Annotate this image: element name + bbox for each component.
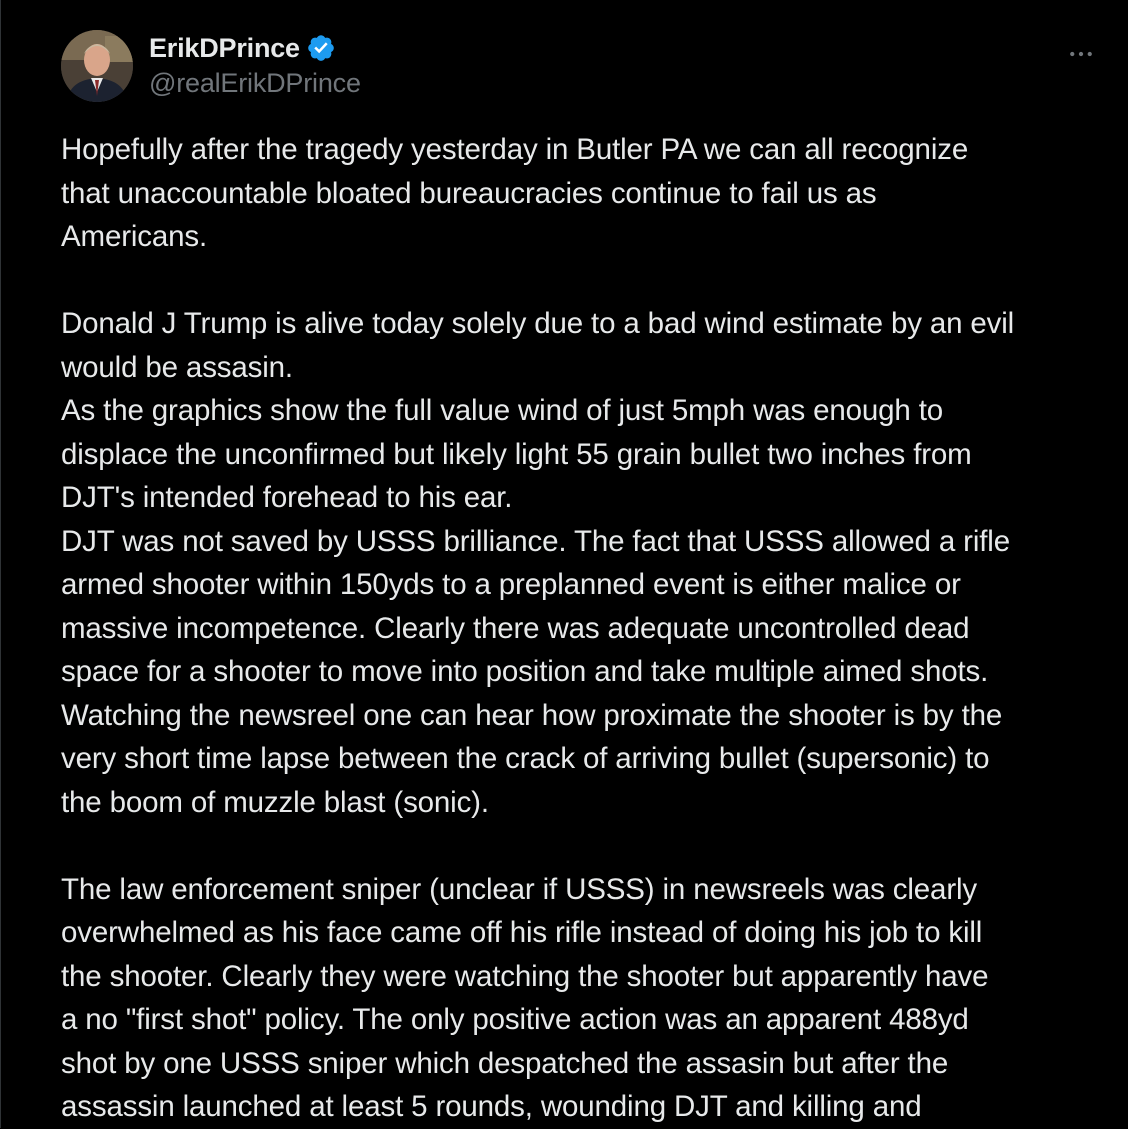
more-options-button[interactable] [1061, 34, 1101, 74]
tweet-text-line: The law enforcement sniper (unclear if USSS) in newsreels was clearly [61, 872, 977, 906]
display-name-row [149, 30, 361, 66]
tweet-text-line: As the graphics show the full value wind of just 5mph was enough to [61, 394, 944, 427]
more-horizontal-icon [1066, 39, 1096, 69]
tweet-text-line: overwhelmed as his face came off his rifle instead of doing his job to kill [61, 916, 983, 949]
tweet-text-line: Hopefully after the tragedy yesterday in Butler PA we can all recognize [61, 133, 969, 166]
tweet-text-line: shot by one USSS sniper which despatched the assasin but after the [61, 1046, 949, 1080]
tweet-header [61, 28, 1101, 104]
author-names [149, 30, 361, 99]
tweet-text-line: DJT's intended forehead to his ear. [61, 481, 513, 514]
avatar-portrait-icon [61, 30, 133, 102]
tweet-text [61, 128, 1111, 1129]
tweet-text-line: space for a shooter to move into position and take multiple aimed shots. [61, 655, 989, 688]
tweet-text-line: armed shooter within 150yds to a preplanned event is either malice or [61, 568, 961, 601]
tweet-text-line: would be assasin. [61, 350, 293, 384]
tweet-text-line: massive incompetence. Clearly there was adequate uncontrolled dead [61, 611, 970, 645]
tweet-text-line: a no "first shot" policy. The only positive action was an apparent 488yd [61, 1003, 969, 1036]
tweet-text-line: Donald J Trump is alive today solely due to a bad wind estimate by an evil [61, 307, 1015, 340]
tweet-text-line: very short time lapse between the crack of arriving bullet (supersonic) to [61, 742, 990, 775]
tweet-text-line: displace the unconfirmed but likely light 55 grain bullet two inches from [61, 437, 972, 471]
tweet-text-line: the shooter. Clearly they were watching the shooter but apparently have [61, 959, 989, 993]
author-display-name[interactable]: ErikDPrince [149, 32, 300, 63]
tweet-text-line: assassin launched at least 5 rounds, wounding DJT and killing and [61, 1090, 922, 1123]
paragraph-break [61, 824, 1111, 868]
tweet-text-line: DJT was not saved by USSS brilliance. The fact that USSS allowed a rifle [61, 524, 1010, 558]
tweet-text-line: the boom of muzzle blast (sonic). [61, 785, 489, 819]
paragraph-break [61, 259, 1111, 303]
tweet-text-line: Watching the newsreel one can hear how proximate the shooter is by the [61, 698, 1003, 732]
tweet-text-line: Americans. [61, 220, 208, 253]
avatar[interactable] [61, 30, 133, 102]
author-handle[interactable]: @realErikDPrince [149, 68, 361, 98]
tweet-text-line: that unaccountable bloated bureaucracies continue to fail us as [61, 176, 877, 210]
verified-badge-icon[interactable] [306, 33, 336, 63]
